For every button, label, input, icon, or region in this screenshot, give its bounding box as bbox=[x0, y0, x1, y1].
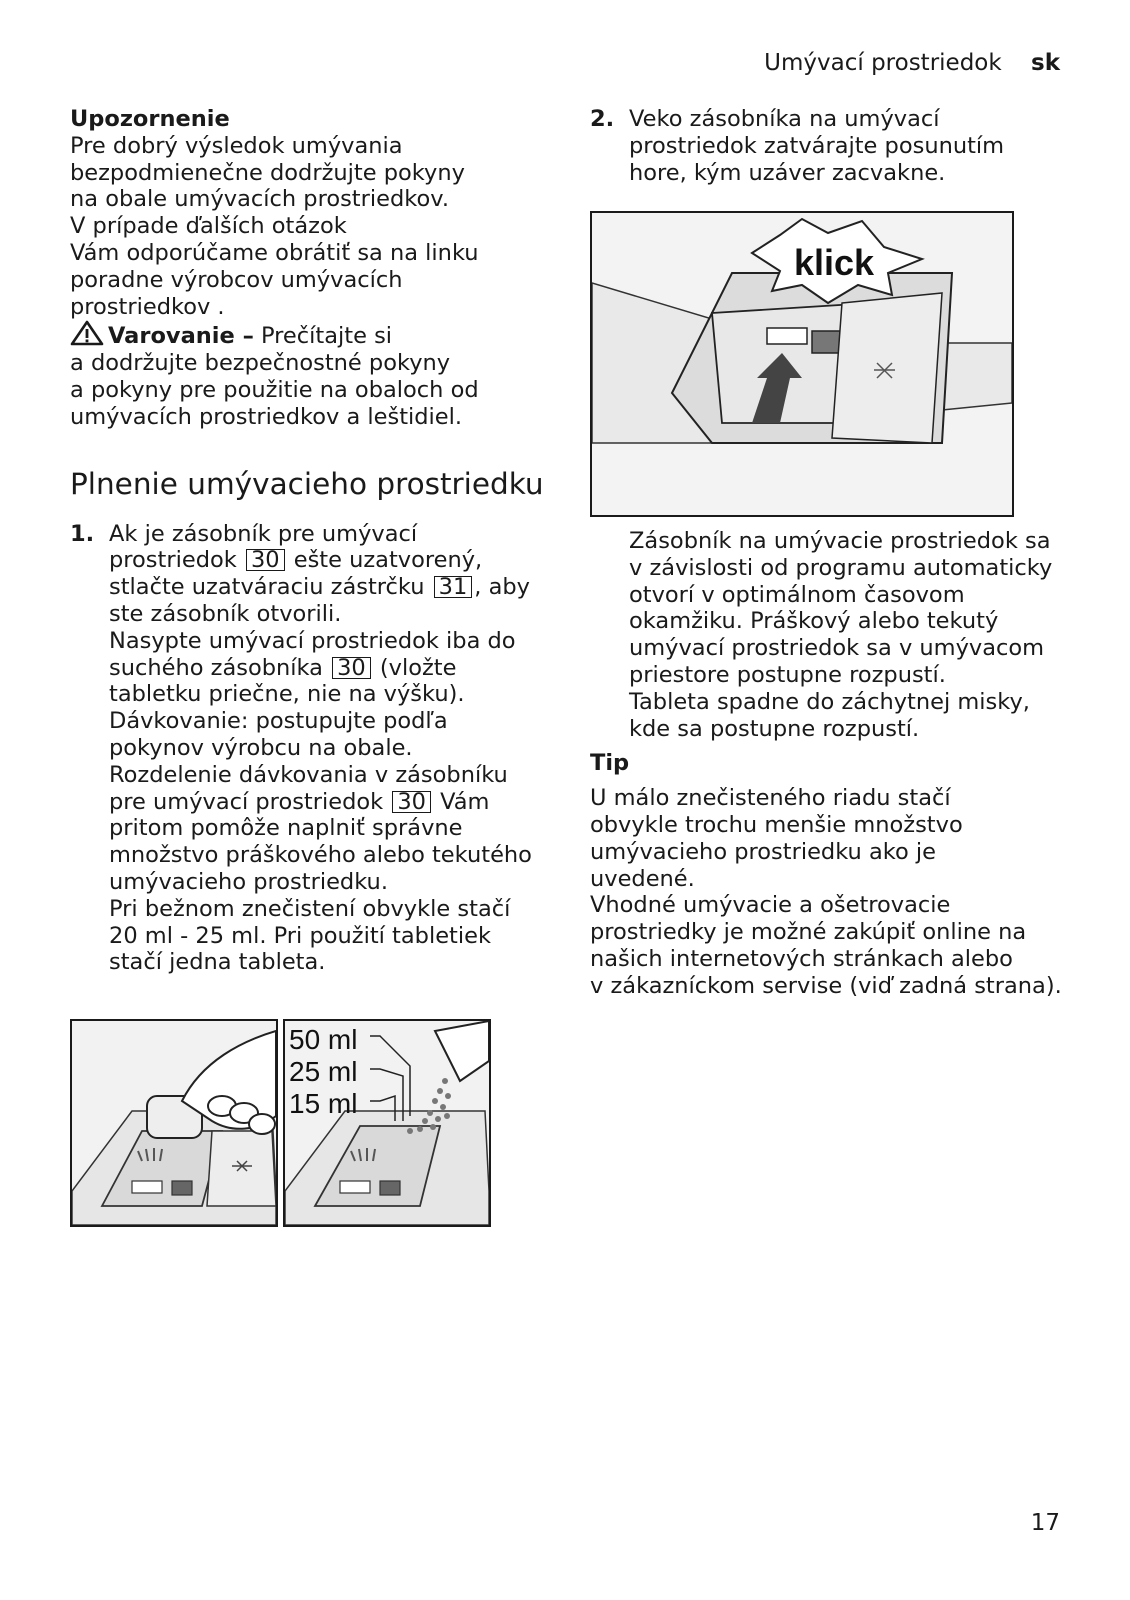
step-text: Dávkovanie: postupujte podľa bbox=[109, 708, 448, 735]
tip-line: v zákazníckom servise (viď zadná strana). bbox=[590, 972, 1062, 999]
step-text: Ak je zásobník pre umývací bbox=[109, 520, 418, 547]
dose-label-25: 25 ml bbox=[289, 1056, 358, 1087]
warning-text: a pokyny pre použitie na obaloch od bbox=[70, 376, 479, 403]
step-text bbox=[109, 655, 565, 682]
step-text: Veko zásobníka na umývací bbox=[629, 106, 940, 132]
text-run: suchého zásobníka bbox=[109, 654, 331, 681]
running-header bbox=[720, 50, 1060, 76]
part-number-31: 31 bbox=[434, 576, 473, 598]
klick-label: klick bbox=[793, 242, 875, 283]
left-column bbox=[70, 106, 565, 976]
tip-title: Tip bbox=[590, 750, 630, 777]
step-number: 1. bbox=[70, 520, 95, 547]
text-run: , aby bbox=[474, 574, 530, 601]
warning-first-text: Prečítajte si bbox=[253, 323, 393, 350]
section-title: Umývací prostriedok bbox=[764, 50, 1002, 76]
right-column bbox=[590, 106, 1070, 186]
step-number: 2. bbox=[590, 106, 615, 132]
step-text: Nasypte umývací prostriedok iba do bbox=[109, 627, 516, 654]
step-text: množstvo práškového alebo tekutého bbox=[109, 842, 532, 869]
result-description bbox=[590, 528, 1070, 742]
step-text bbox=[109, 547, 565, 574]
tablet-insert-illustration bbox=[70, 1019, 278, 1227]
tip-line: Vhodné umývacie a ošetrovacie bbox=[590, 892, 951, 919]
tip-line: umývacieho prostriedku ako je bbox=[590, 838, 936, 865]
warning-text: umývacích prostriedkov a leštidiel. bbox=[70, 403, 463, 430]
notice-line: bezpodmienečne dodržujte pokyny bbox=[70, 159, 465, 186]
warning-label: Varovanie – bbox=[108, 323, 254, 350]
step-text: Pri bežnom znečistení obvykle stačí bbox=[109, 895, 511, 922]
warning-line bbox=[70, 320, 565, 350]
step-2 bbox=[590, 106, 1070, 186]
page-number: 17 bbox=[1030, 1510, 1060, 1536]
language-code: sk bbox=[1031, 50, 1060, 76]
right-column-lower bbox=[590, 528, 1070, 1000]
dispenser-closing-drawing bbox=[592, 213, 1012, 515]
step-text: prostriedok zatvárajte posunutím bbox=[629, 132, 1005, 159]
text-run: Vám bbox=[432, 788, 490, 815]
dispenser-with-hand-drawing bbox=[72, 1021, 276, 1225]
text-run: stlačte uzatváraciu zástrčku bbox=[109, 574, 432, 601]
result-line: umývací prostriedok sa v umývacom bbox=[629, 635, 1045, 662]
result-line: priestore postupne rozpustí. bbox=[629, 661, 946, 688]
notice-line: V prípade ďalších otázok bbox=[70, 213, 347, 240]
result-line: kde sa postupne rozpustí. bbox=[629, 715, 920, 742]
notice-title: Upozornenie bbox=[70, 106, 230, 132]
tip-line: obvykle trochu menšie množstvo bbox=[590, 811, 963, 838]
text-run: (vložte bbox=[372, 654, 457, 681]
step-text: tabletku priečne, nie na výšku). bbox=[109, 681, 465, 708]
result-line: otvorí v optimálnom časovom bbox=[629, 581, 965, 608]
tip-line: našich internetových stránkach alebo bbox=[590, 945, 1013, 972]
result-line: Zásobník na umývacie prostriedok sa bbox=[629, 528, 1051, 554]
step-text bbox=[109, 574, 565, 601]
step-text: pokynov výrobcu na obale. bbox=[109, 734, 413, 761]
result-line: Tableta spadne do záchytnej misky, bbox=[629, 688, 1030, 715]
text-run: prostriedok bbox=[109, 547, 244, 574]
part-number-30: 30 bbox=[332, 657, 371, 679]
warning-triangle-icon bbox=[70, 320, 104, 346]
notice-line: Vám odporúčame obrátiť sa na linku bbox=[70, 239, 479, 266]
part-number-30: 30 bbox=[392, 791, 431, 813]
tip-line: prostriedky je možné zakúpiť online na bbox=[590, 919, 1027, 946]
result-line: okamžiku. Práškový alebo tekutý bbox=[629, 608, 999, 635]
step-text: 20 ml - 25 ml. Pri použití tabletiek bbox=[109, 922, 491, 949]
tip-line: U málo znečisteného riadu stačí bbox=[590, 785, 951, 812]
notice-line: Pre dobrý výsledok umývania bbox=[70, 132, 403, 159]
notice-line: prostriedkov . bbox=[70, 293, 225, 320]
text-run: pre umývací prostriedok bbox=[109, 788, 391, 815]
tip-line: uvedené. bbox=[590, 865, 695, 892]
notice-line: na obale umývacích prostriedkov. bbox=[70, 186, 449, 213]
step-text: ste zásobník otvorili. bbox=[109, 600, 342, 627]
text-run: ešte uzatvorený, bbox=[286, 547, 483, 574]
dose-label-15: 15 ml bbox=[289, 1088, 358, 1119]
dose-markings-illustration bbox=[283, 1019, 491, 1227]
step-text: Rozdelenie dávkovania v zásobníku bbox=[109, 761, 508, 788]
step-text: pritom pomôže naplniť správne bbox=[109, 815, 463, 842]
warning-text: a dodržujte bezpečnostné pokyny bbox=[70, 350, 451, 377]
notice-line: poradne výrobcov umývacích bbox=[70, 266, 403, 293]
lid-close-illustration bbox=[590, 211, 1014, 517]
step-text bbox=[109, 789, 565, 816]
dose-label-50: 50 ml bbox=[289, 1024, 358, 1055]
step-1 bbox=[70, 521, 565, 977]
step-text: stačí jedna tableta. bbox=[109, 949, 326, 976]
section-heading: Plnenie umývacieho prostriedku bbox=[70, 466, 544, 501]
part-number-30: 30 bbox=[246, 549, 285, 571]
step-text: hore, kým uzáver zacvakne. bbox=[629, 159, 946, 186]
step-text: umývacieho prostriedku. bbox=[109, 868, 388, 895]
result-line: v závislosti od programu automaticky bbox=[629, 554, 1053, 581]
dispenser-with-powder-drawing bbox=[285, 1021, 489, 1225]
